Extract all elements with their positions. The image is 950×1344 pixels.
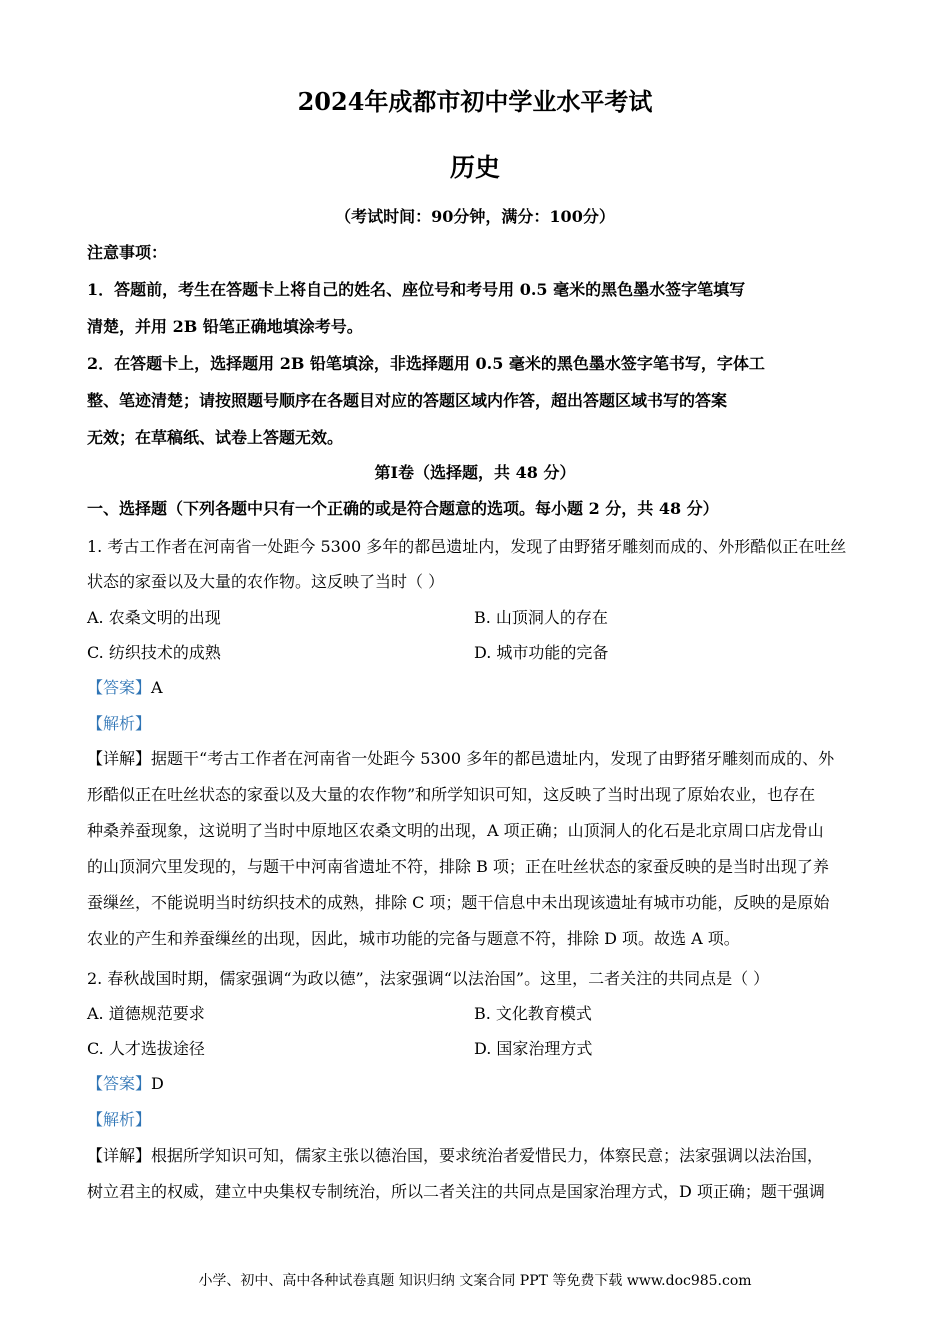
q1-detail-line: 农业的产生和养蚕缫丝的出现，因此，城市功能的完备与题意不符，排除 D 项。故选 A 项。 bbox=[87, 929, 740, 948]
subject-title: 历史 bbox=[449, 153, 500, 182]
notice-line: 1．答题前，考生在答题卡上将自己的姓名、座位号和考号用 0.5 毫米的黑色墨水签字笔填写 bbox=[87, 280, 746, 299]
page-footer: 小学、初中、高中各种试卷真题 知识归纳 文案合同 PPT 等免费下载 www.doc985.com bbox=[198, 1273, 752, 1289]
detail-text: 根据所学知识可知，儒家主张以德治国，要求统治者爱惜民力，体察民意；法家强调以法治国， bbox=[151, 1146, 824, 1165]
answer-value: D bbox=[151, 1074, 164, 1093]
q2-detail-line bbox=[87, 1145, 877, 1167]
q2-option-c: C. 人才选拔途径 bbox=[87, 1039, 205, 1058]
answer-tag: 【答案】 bbox=[87, 1074, 152, 1093]
q1-detail-line bbox=[87, 748, 877, 770]
part-heading: 一、选择题（下列各题中只有一个正确的或是符合题意的选项。每小题 2 分，共 48 分） bbox=[87, 499, 719, 518]
notice-line: 2．在答题卡上，选择题用 2B 铅笔填涂，非选择题用 0.5 毫米的黑色墨水签字笔书写，字体工 bbox=[87, 354, 765, 373]
q1-detail-line: 形酷似正在吐丝状态的家蚕以及大量的农作物”和所学知识可知，这反映了当时出现了原始农业，也存在 bbox=[87, 785, 816, 804]
q1-option-a: A. 农桑文明的出现 bbox=[87, 608, 221, 627]
answer-value: A bbox=[151, 678, 163, 697]
q1-analysis bbox=[87, 713, 877, 735]
exam-info: （考试时间：90分钟，满分：100分） bbox=[335, 207, 615, 226]
q2-detail-line: 树立君主的权威，建立中央集权专制统治，所以二者关注的共同点是国家治理方式，D 项正确；题干强调 bbox=[87, 1182, 825, 1201]
notice-heading: 注意事项： bbox=[87, 243, 168, 262]
detail-text: 据题干“考古工作者在河南省一处距今 5300 多年的都邑遗址内，发现了由野猪牙雕刻而成的、外 bbox=[151, 749, 835, 768]
q1-answer bbox=[87, 677, 877, 699]
volume-heading: 第Ⅰ卷（选择题，共 48 分） bbox=[374, 463, 576, 482]
q2-option-d: D. 国家治理方式 bbox=[474, 1039, 593, 1058]
q1-stem-line: 状态的家蚕以及大量的农作物。这反映了当时（ ） bbox=[87, 572, 445, 591]
detail-tag: 【详解】 bbox=[87, 1146, 152, 1165]
answer-tag: 【答案】 bbox=[87, 678, 152, 697]
q1-option-d: D. 城市功能的完备 bbox=[474, 643, 609, 662]
notice-line: 清楚，并用 2B 铅笔正确地填涂考号。 bbox=[87, 317, 363, 336]
q1-stem-line: 1. 考古工作者在河南省一处距今 5300 多年的都邑遗址内，发现了由野猪牙雕刻而成的、外形酷似正在吐丝 bbox=[87, 537, 847, 556]
q1-detail-line: 的山顶洞穴里发现的，与题干中河南省遗址不符，排除 B 项；正在吐丝状态的家蚕反映的是当时出现了养 bbox=[87, 857, 829, 876]
notice-line: 无效；在草稿纸、试卷上答题无效。 bbox=[87, 428, 344, 447]
q2-answer bbox=[87, 1073, 877, 1095]
q2-analysis bbox=[87, 1109, 877, 1131]
q1-option-c: C. 纺织技术的成熟 bbox=[87, 643, 221, 662]
q1-detail-line: 种桑养蚕现象，这说明了当时中原地区农桑文明的出现，A 项正确；山顶洞人的化石是北京周口店龙骨山 bbox=[87, 821, 824, 840]
q2-stem-line: 2. 春秋战国时期，儒家强调“为政以德”，法家强调“以法治国”。这里，二者关注的共同点是（ ） bbox=[87, 969, 770, 988]
detail-tag: 【详解】 bbox=[87, 749, 152, 768]
q2-option-b: B. 文化教育模式 bbox=[474, 1004, 592, 1023]
notice-line: 整、笔迹清楚；请按照题号顺序在各题目对应的答题区域内作答，超出答题区域书写的答案 bbox=[87, 391, 728, 410]
q1-option-b: B. 山顶洞人的存在 bbox=[474, 608, 608, 627]
analysis-tag: 【解析】 bbox=[87, 714, 152, 733]
q1-detail-line: 蚕缫丝，不能说明当时纺织技术的成熟，排除 C 项；题干信息中未出现该遗址有城市功能，反映的是原始 bbox=[87, 893, 830, 912]
exam-title: 2024年成都市初中学业水平考试 bbox=[297, 87, 653, 116]
analysis-tag: 【解析】 bbox=[87, 1110, 152, 1129]
q2-option-a: A. 道德规范要求 bbox=[87, 1004, 205, 1023]
